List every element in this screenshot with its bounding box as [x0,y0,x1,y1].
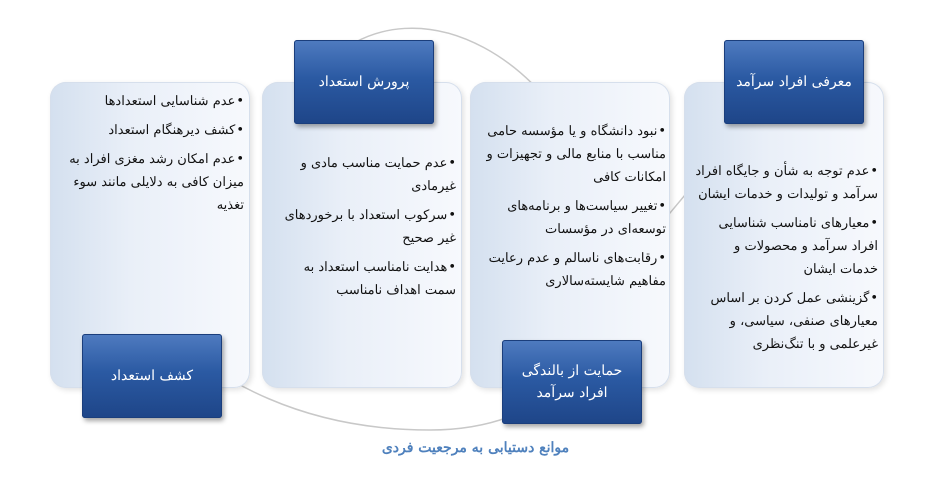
panel-support-text [480,120,666,299]
list-item: • سرکوب استعداد با برخوردهای غیر صحیح [272,204,456,250]
panel-nurture-text [272,152,456,308]
list-item: • عدم توجه به شأن و جایگاه افراد سرآمد و تولیدات و خدمات ایشان [694,160,878,206]
tag-introduce: معرفی افراد سرآمد [724,40,864,124]
list-item: • گزینشی عمل کردن بر اساس معیارهای صنفی، سیاسی، و غیرعلمی و با تنگ‌نظری [694,287,878,356]
list-item: • تغییر سیاست‌ها و برنامه‌های توسعه‌ای در مؤسسات [480,195,666,241]
diagram-caption: موانع دستیابی به مرجعیت فردی [381,440,570,456]
list-item: • عدم حمایت مناسب مادی و غیرمادی [272,152,456,198]
list-item: • عدم امکان رشد مغزی افراد به میزان کافی به دلایلی مانند سوء تغذیه [60,148,244,217]
list-item: • هدایت نامناسب استعداد به سمت اهداف نامناسب [272,256,456,302]
list-item: • معیارهای نامناسب شناسایی افراد سرآمد و محصولات و خدمات ایشان [694,212,878,281]
panel-introduce-text [694,160,878,362]
list-item: • رقابت‌های ناسالم و عدم رعایت مفاهیم شایسته‌سالاری [480,247,666,293]
tag-nurture: پرورش استعداد [294,40,434,124]
tag-support: حمایت از بالندگی افراد سرآمد [502,340,642,424]
list-item: • کشف دیرهنگام استعداد [60,119,244,142]
tag-discover: کشف استعداد [82,334,222,418]
list-item: • نبود دانشگاه و یا مؤسسه حامی مناسب با منابع مالی و تجهیزات و امکانات کافی [480,120,666,189]
list-item: • عدم شناسایی استعدادها [60,90,244,113]
panel-discover-text [60,90,244,223]
